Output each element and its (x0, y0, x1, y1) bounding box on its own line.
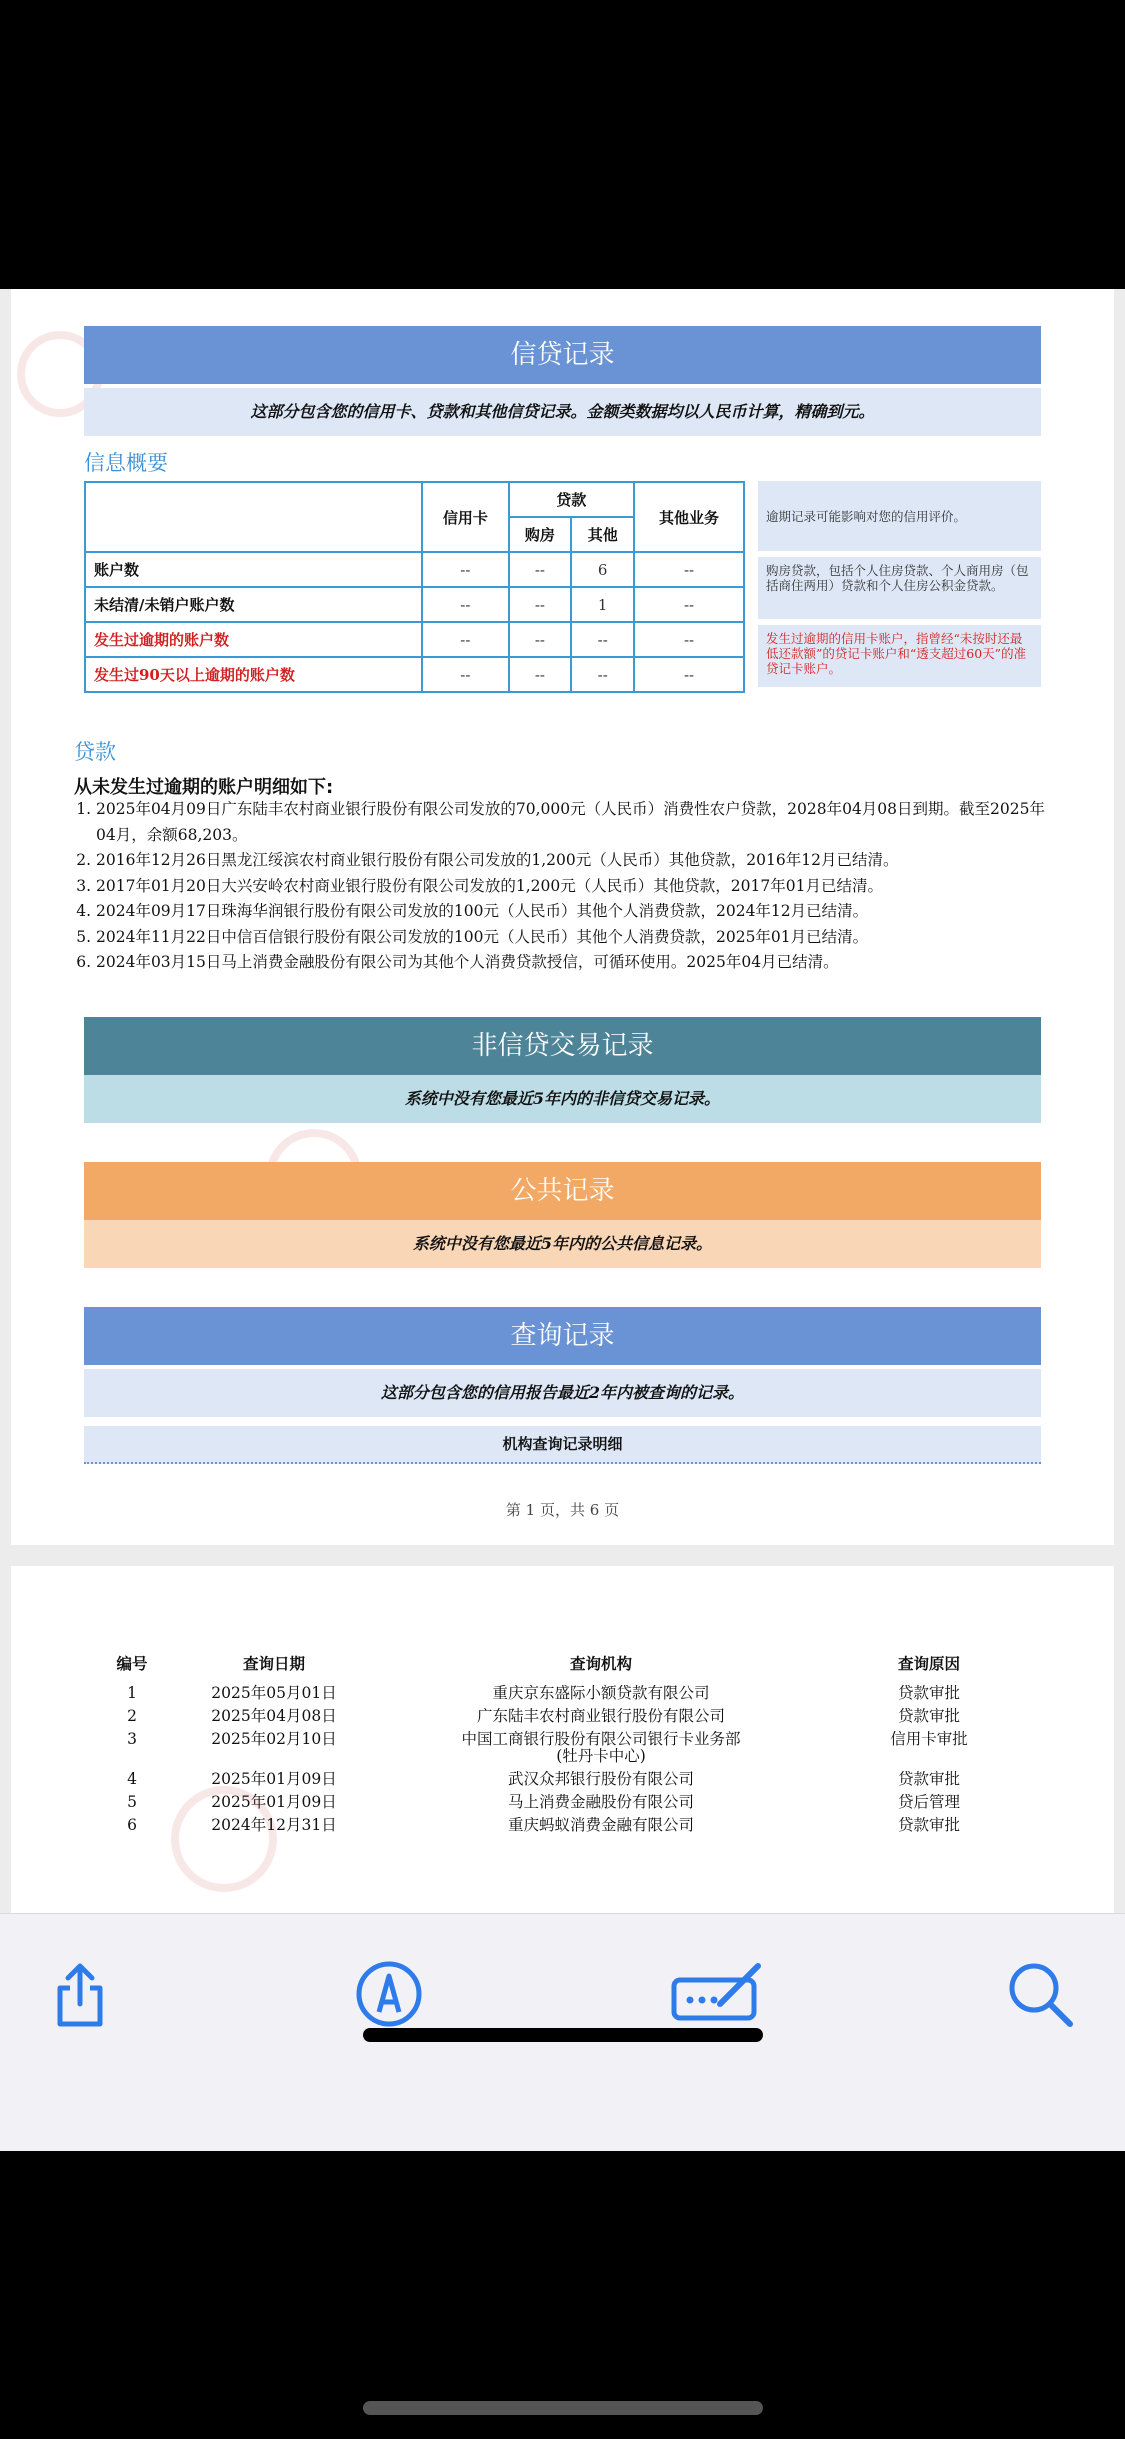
query-cell-no: 2 (127, 1707, 137, 1725)
overview-cell-other: -- (571, 622, 634, 657)
signature-icon[interactable] (668, 1954, 768, 2034)
noncredit-subtitle: 系统中没有您最近5年内的非信贷交易记录。 (84, 1075, 1041, 1123)
note-overdue-card: 发生过逾期的信用卡账户，指曾经“未按时还最低还款额”的贷记卡账户和“透支超过60天”的准贷记卡账户。 (758, 625, 1041, 687)
loan-item: 5. 2024年11月22日中信百信银行股份有限公司发放的100元（人民币）其他个人消费贷款，2025年01月已结清。 (96, 925, 1056, 951)
overview-cell-biz: -- (634, 587, 744, 622)
overview-cell-cc: -- (422, 587, 508, 622)
pdf-viewer[interactable] (0, 289, 1125, 1913)
loan-list (74, 797, 1056, 976)
overview-cell-biz: -- (634, 622, 744, 657)
query-cell-date: 2025年01月09日 (211, 1770, 337, 1788)
header-loan: 贷款 (509, 482, 635, 517)
loan-item: 1. 2025年04月09日广东陆丰农村商业银行股份有限公司发放的70,000元（人民币）消费性农户贷款，2028年04月08日到期。截至2025年04月，余额68,203。 (96, 797, 1056, 848)
query-row (91, 1705, 1031, 1728)
query-row (91, 1791, 1031, 1814)
overview-cell-cc: -- (422, 657, 508, 692)
query-cell-no: 3 (127, 1730, 137, 1748)
overview-row (85, 657, 744, 692)
query-subtitle: 这部分包含您的信用报告最近2年内被查询的记录。 (84, 1369, 1041, 1417)
query-cell-no: 6 (127, 1816, 137, 1834)
query-row (91, 1728, 1031, 1768)
overview-row (85, 622, 744, 657)
overview-cell-mortgage: -- (509, 587, 572, 622)
header-other: 其他 (571, 517, 634, 552)
overview-cell-label: 发生过90天以上逾期的账户数 (85, 657, 422, 692)
query-title: 查询记录 (510, 1321, 615, 1351)
query-cell-date: 2025年01月09日 (211, 1793, 337, 1811)
share-icon[interactable] (40, 1954, 120, 2034)
overview-cell-label: 发生过逾期的账户数 (85, 622, 422, 657)
public-header (84, 1162, 1041, 1220)
overview-cell-other: -- (571, 657, 634, 692)
overview-cell-biz: -- (634, 657, 744, 692)
overview-cell-other: 6 (571, 552, 634, 587)
query-cell-org: 广东陆丰农村商业银行股份有限公司 (476, 1707, 725, 1725)
credit-records-subtitle: 这部分包含您的信用卡、贷款和其他信贷记录。金额类数据均以人民币计算，精确到元。 (84, 388, 1041, 436)
query-row (91, 1682, 1031, 1705)
overview-cell-mortgage: -- (509, 552, 572, 587)
loans-heading: 从未发生过逾期的账户明细如下: (74, 777, 334, 798)
query-cell-org: 武汉众邦银行股份有限公司 (507, 1770, 694, 1788)
overview-cell-mortgage: -- (509, 622, 572, 657)
query-cell-date: 2025年05月01日 (211, 1684, 337, 1702)
overview-cell-cc: -- (422, 622, 508, 657)
query-cell-no: 5 (127, 1793, 137, 1811)
query-cell-reason: 贷款审批 (897, 1684, 960, 1702)
col-date: 查询日期 (242, 1655, 305, 1673)
query-cell-no: 4 (127, 1770, 137, 1788)
col-org: 查询机构 (569, 1655, 632, 1673)
query-cell-reason: 贷款审批 (897, 1770, 960, 1788)
public-subtitle: 系统中没有您最近5年内的公共信息记录。 (84, 1220, 1041, 1268)
markup-icon[interactable] (349, 1954, 429, 2034)
query-table (91, 1644, 1031, 1837)
query-cell-org: 重庆京东盛际小额贷款有限公司 (492, 1684, 710, 1702)
loans-title: 贷款 (74, 740, 116, 764)
overview-row (85, 587, 744, 622)
query-cell-org: 中国工商银行股份有限公司银行卡业务部(牡丹卡中心) (461, 1730, 741, 1765)
credit-records-title: 信贷记录 (510, 340, 615, 370)
query-cell-reason: 贷款审批 (897, 1707, 960, 1725)
report-page-2 (11, 1566, 1114, 1913)
note-overdue: 逾期记录可能影响对您的信用评价。 (758, 481, 1041, 551)
header-mortgage: 购房 (509, 517, 572, 552)
query-cell-org: 重庆蚂蚁消费金融有限公司 (507, 1816, 694, 1834)
query-row (91, 1814, 1031, 1837)
noncredit-header (84, 1017, 1041, 1075)
overview-title: 信息概要 (84, 451, 168, 475)
query-cell-date: 2025年04月08日 (211, 1707, 337, 1725)
report-page-1 (11, 289, 1114, 1545)
loan-item: 6. 2024年03月15日马上消费金融股份有限公司为其他个人消费贷款授信，可循环使用。2025年04月已结清。 (96, 950, 1056, 976)
overview-cell-biz: -- (634, 552, 744, 587)
query-cell-reason: 贷后管理 (897, 1793, 960, 1811)
query-row (91, 1768, 1031, 1791)
overview-cell-cc: -- (422, 552, 508, 587)
loan-item: 3. 2017年01月20日大兴安岭农村商业银行股份有限公司发放的1,200元（人民币）其他贷款，2017年01月已结清。 (96, 874, 1056, 900)
overview-cell-label: 未结清/未销户账户数 (85, 587, 422, 622)
query-cell-org: 马上消费金融股份有限公司 (507, 1793, 694, 1811)
query-cell-date: 2025年02月10日 (211, 1730, 337, 1748)
loan-item: 2. 2016年12月26日黑龙江绥滨农村商业银行股份有限公司发放的1,200元（人民币）其他贷款，2016年12月已结清。 (96, 848, 1056, 874)
overview-cell-label: 账户数 (85, 552, 422, 587)
page-footer: 第 1 页，共 6 页 (505, 1501, 620, 1519)
query-header (84, 1307, 1041, 1365)
home-indicator[interactable] (363, 2028, 763, 2042)
query-cell-reason: 贷款审批 (897, 1816, 960, 1834)
noncredit-title: 非信贷交易记录 (471, 1031, 654, 1061)
overview-cell-mortgage: -- (509, 657, 572, 692)
home-indicator-secondary (363, 2401, 763, 2415)
query-cell-date: 2024年12月31日 (211, 1816, 337, 1834)
loan-item: 4. 2024年09月17日珠海华润银行股份有限公司发放的100元（人民币）其他个人消费贷款，2024年12月已结清。 (96, 899, 1056, 925)
header-credit-card: 信用卡 (422, 482, 508, 552)
corner-cell (85, 482, 422, 552)
public-title: 公共记录 (510, 1176, 615, 1206)
col-no: 编号 (116, 1655, 148, 1673)
overview-cell-other: 1 (571, 587, 634, 622)
header-other-business: 其他业务 (634, 482, 744, 552)
query-detail-title: 机构查询记录明细 (84, 1426, 1041, 1464)
query-cell-reason: 信用卡审批 (890, 1730, 968, 1748)
search-icon[interactable] (1000, 1954, 1080, 2034)
overview-row (85, 552, 744, 587)
overview-table (84, 481, 745, 693)
note-mortgage: 购房贷款，包括个人住房贷款、个人商用房（包括商住两用）贷款和个人住房公积金贷款。 (758, 557, 1041, 619)
query-cell-no: 1 (127, 1684, 137, 1702)
col-reason: 查询原因 (897, 1655, 960, 1673)
credit-records-header (84, 326, 1041, 384)
bottom-toolbar (0, 1913, 1125, 2151)
